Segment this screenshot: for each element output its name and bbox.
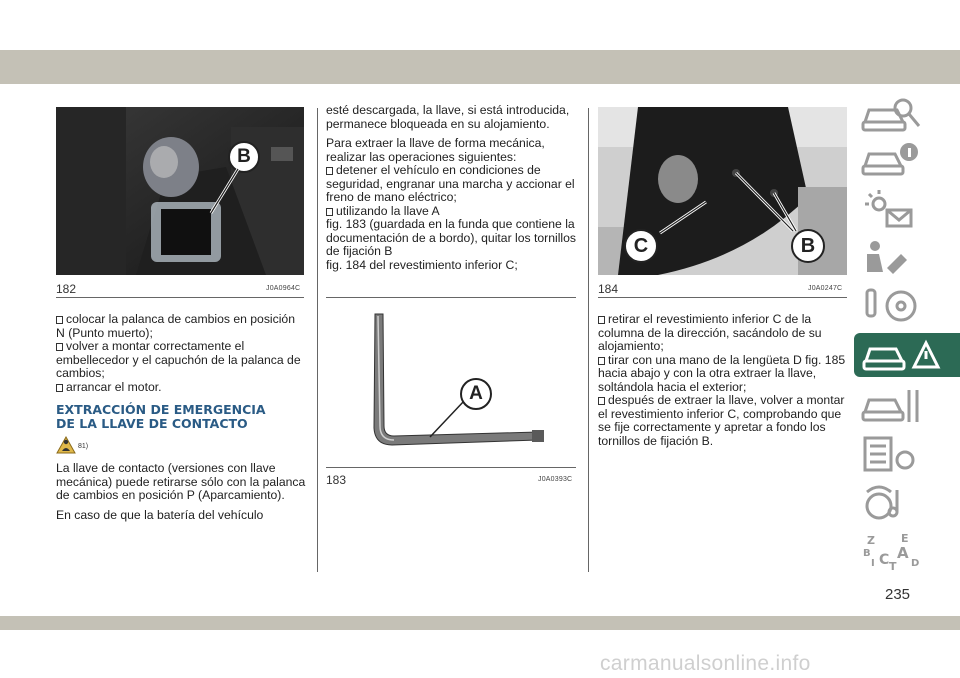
warning-reference: 81): [78, 443, 89, 450]
section-heading: [56, 403, 306, 431]
heading-line-2: DE LA LLAVE DE CONTACTO: [56, 416, 248, 431]
col1-paragraphs: [56, 462, 306, 528]
fig182-code: J0A0964C: [266, 285, 301, 292]
fig182-caption-rule: [56, 297, 304, 298]
checkbox-bullet-icon: [56, 384, 63, 392]
fig183-top-rule: [326, 297, 576, 298]
checkbox-bullet-icon: [598, 357, 605, 365]
seat-airbag-icon[interactable]: [857, 238, 935, 276]
figure-182-photo: [56, 107, 304, 275]
fig184-callout-b: B: [791, 229, 825, 263]
checkbox-bullet-icon: [326, 167, 333, 175]
ignition-steering-icon[interactable]: [857, 286, 935, 324]
hex-key-illustration: [326, 304, 576, 459]
checkbox-bullet-icon: [326, 208, 333, 216]
header-band: [0, 50, 960, 84]
fig183-number: 183: [326, 473, 347, 487]
index-letter-d: D: [911, 558, 920, 569]
car-tools-icon[interactable]: [857, 384, 935, 422]
checkbox-bullet-icon: [598, 316, 605, 324]
col2-bullet-1: detener el vehículo en condiciones de seguridad, engranar una marcha y accionar el freno de mano eléctrico;: [326, 163, 575, 204]
col1-paragraph-2: En caso de que la batería del vehículo: [56, 507, 264, 522]
index-letter-c: C: [879, 552, 890, 568]
car-info-icon[interactable]: [857, 140, 935, 178]
checkbox-bullet-icon: [56, 343, 63, 351]
index-letter-e: E: [901, 532, 909, 545]
specs-gear-icon[interactable]: [857, 434, 935, 472]
col1-paragraph-1: La llave de contacto (versiones con llave mecánica) puede retirarse sólo con la palanca de cambios en posición P (Aparcamiento).: [56, 461, 306, 502]
col1-bullet-1: colocar la palanca de cambios en posición N (Punto muerto);: [56, 312, 295, 340]
col2-bullet-2-cont: fig. 183 (guardada en la funda que contiene la documentación de a bordo), quitar los tornillos de fijación B: [326, 217, 576, 258]
fig183-caption-rule: [326, 467, 576, 468]
car-magnifier-icon[interactable]: [857, 94, 935, 132]
fig184-code: J0A0247C: [808, 285, 843, 292]
col1-bullet-2: volver a montar correctamente el embellecedor y el capuchón de la palanca de cambios;: [56, 339, 301, 380]
fig183-callout-a: A: [460, 378, 492, 410]
fig184-callout-c: C: [624, 229, 658, 263]
fig182-leader-line: [56, 107, 304, 275]
index-letters-icon[interactable]: [857, 530, 935, 573]
fig184-caption-rule: [598, 297, 847, 298]
col3-bullet-2: tirar con una mano de la lengüeta D fig. 185 hacia abajo y con la otra extraer la llave, soltándola hacia el exterior;: [598, 352, 846, 394]
heading-line-1: EXTRACCIÓN DE EMERGENCIA: [56, 402, 266, 417]
footer-band: [0, 616, 960, 630]
checkbox-bullet-icon: [598, 397, 605, 405]
col3-bullet-1: retirar el revestimiento inferior C de la columna de la dirección, sacándolo de su alojamiento;: [598, 312, 822, 353]
col2-paragraph-1: esté descargada, la llave, si está introducida, permanece bloqueada en su alojamiento.: [326, 103, 570, 131]
multimedia-icon[interactable]: [857, 482, 935, 520]
index-letter-a: A: [897, 544, 909, 562]
fig182-number: 182: [56, 282, 77, 296]
index-letter-z: Z: [867, 534, 875, 547]
checkbox-bullet-icon: [56, 316, 63, 324]
column-divider-left: [317, 108, 318, 572]
col3-bullet-list: [598, 313, 848, 448]
fig184-number: 184: [598, 282, 619, 296]
page-number: 235: [885, 586, 911, 603]
figure-183-drawing: [326, 304, 576, 459]
col1-bullet-list: [56, 313, 306, 394]
col2-text: [326, 104, 578, 272]
index-letter-t: T: [889, 560, 897, 573]
column-divider-right: [588, 108, 589, 572]
warning-light-envelope-icon[interactable]: [857, 188, 935, 226]
fig183-code: J0A0393C: [538, 476, 573, 483]
index-letter-i: I: [871, 558, 875, 569]
col2-bullet-2: utilizando la llave A: [326, 205, 578, 219]
car-emergency-icon[interactable]: [854, 333, 960, 377]
col1-bullet-3: arrancar el motor.: [56, 381, 306, 395]
col2-bullet-2-cont2: fig. 184 del revestimiento inferior C;: [326, 257, 518, 272]
col3-bullet-3: después de extraer la llave, volver a montar el revestimiento inferior C, comprobando que se fije correctamente y apretar a fondo los tornillos de fijación B.: [598, 393, 845, 448]
figure-184-photo: [598, 107, 847, 275]
fig182-callout-b: B: [228, 141, 260, 173]
index-letter-b: B: [863, 548, 871, 559]
watermark: carmanualsonline.info: [600, 652, 811, 675]
warning-triangle-icon: [56, 436, 76, 459]
col2-paragraph-2: Para extraer la llave de forma mecánica, realizar las operaciones siguientes:: [326, 136, 545, 164]
